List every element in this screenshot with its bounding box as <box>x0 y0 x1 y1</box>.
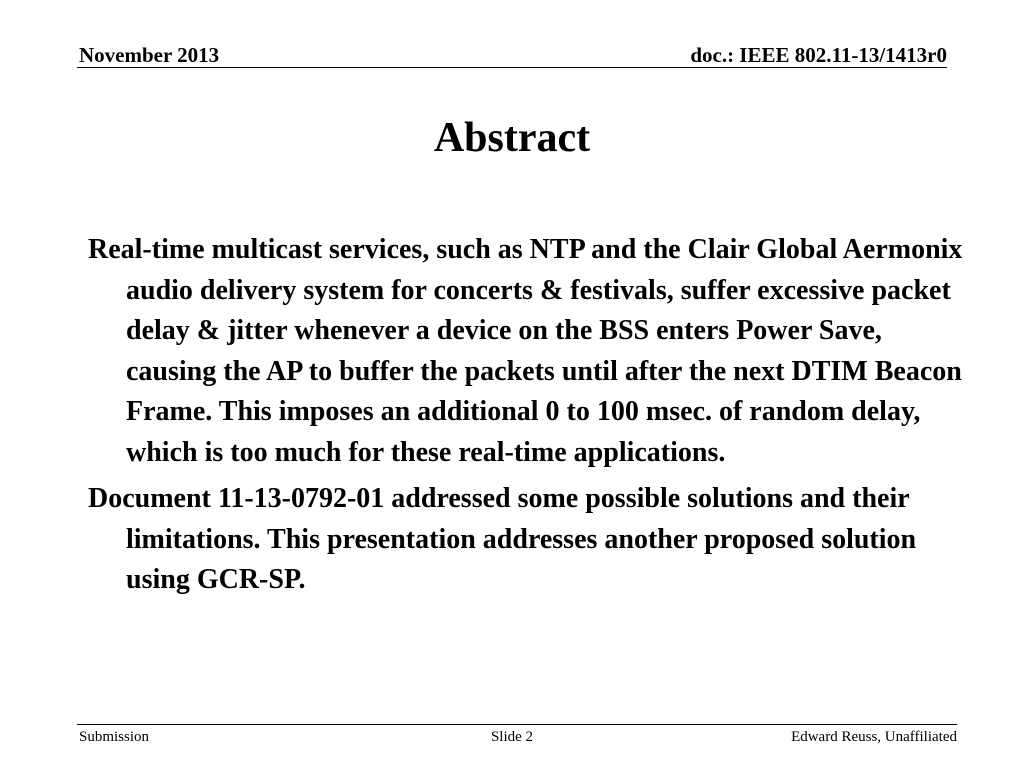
slide-body <box>88 230 968 607</box>
header-doc-id: doc.: IEEE 802.11-13/1413r0 <box>690 43 947 67</box>
footer-slide-number: Slide 2 <box>490 729 534 745</box>
slide-title: Abstract <box>433 115 591 161</box>
body-paragraph-2: Document 11-13-0792-01 addressed some possible solutions and their limitations. This presentation addresses another proposed solution using GCR-SP. <box>88 483 917 595</box>
footer-submission: Submission <box>79 729 150 745</box>
body-paragraph-1: Real-time multicast services, such as NTP and the Clair Global Aermonix audio delivery system for concerts & festivals, suffer excessive packet delay & jitter whenever a device on the BSS enters Power Save, causing the AP to buffer the packets until after the next DTIM Beacon Frame. This imposes an additional 0 to 100 msec. of random delay, which is too much for these real-time applications. <box>88 234 963 468</box>
footer-author: Edward Reuss, Unaffiliated <box>791 729 957 745</box>
header-date: November 2013 <box>79 43 220 67</box>
header-divider <box>77 67 947 68</box>
footer-divider <box>77 724 957 725</box>
